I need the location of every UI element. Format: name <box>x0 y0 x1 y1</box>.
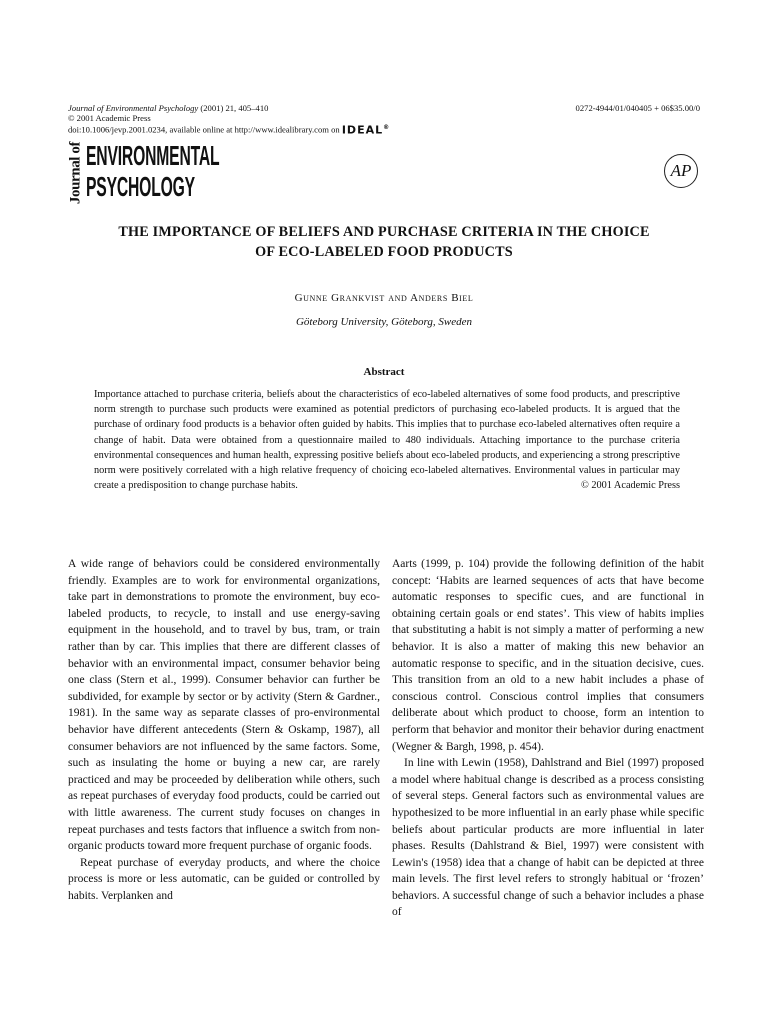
journal-masthead <box>68 140 228 206</box>
masthead-line-2: PSYCHOLOGY <box>86 171 195 202</box>
academic-press-logo: AP <box>664 154 698 188</box>
authors: Gunne Grankvist and Anders Biel <box>294 292 474 304</box>
copyright-line: © 2001 Academic Press <box>68 113 151 124</box>
article-title <box>68 222 700 262</box>
masthead-side-text: Journal of <box>67 141 84 205</box>
doi-line <box>68 123 390 136</box>
abstract-copyright: © 2001 Academic Press <box>580 480 680 492</box>
citation-line <box>68 103 390 113</box>
issn-code: 0272-4944/01/040405 + 06$35.00/0 <box>575 103 700 113</box>
journal-name: Journal of Environmental Psychology <box>68 103 199 113</box>
title-line-1: THE IMPORTANCE OF BELIEFS AND PURCHASE CRITERIA IN THE CHOICE <box>118 224 650 240</box>
citation-block <box>68 103 390 136</box>
body-column-left <box>68 556 380 904</box>
abstract-heading: Abstract <box>363 366 405 378</box>
citation-rest: (2001) 21, 405–410 <box>200 103 269 113</box>
masthead-title <box>86 140 324 202</box>
abstract-body <box>94 387 680 493</box>
body-column-right <box>392 556 704 921</box>
paragraph: Repeat purchase of everyday products, and where the choice process is more or less automatic, can be guided or controlled by habits. Verplanken and <box>68 856 380 902</box>
paragraph: A wide range of behaviors could be considered environmentally friendly. Examples are to work for environmental organizations, take part in demonstrations to promote the environment, buy eco-labeled products, to recycle, to install and use energy-saving equipment in the household, and to travel by bus, tram, or train rather than by car. This implies that there are different classes of behavior with an environmental impact, consumer behavior being one class (Stern et al., 1999). Consumer behavior can further be subdivided, for example by sector or by activity (Stern & Gardner., 1981). In the same way as separate classes of pro-environmental behavior have different antecedents (Stern & Oskamp, 1987), all consumer behaviors are not influenced by the same factors. Some, such as insulating the home or buying a new car, are rarely practiced and may be proceeded by deliberation while others, such as repeat purchases of everyday food products, could be carried out with little awareness. The current study focuses on changes in repeat purchases and tests factors that influence a switch from non-organic products toward more frequent purchase of organic foods. <box>68 558 380 853</box>
paragraph: Aarts (1999, p. 104) provide the following definition of the habit concept: ‘Habits are learned sequences of acts that have become automatic responses to specific cues, and are functional in obtaining certain goals or end states’. This view of habits implies that substituting a habit is not simply a matter of performing a new behavior. It is also a matter of making this new behavior an automatic response to specific, and in the situation decisive, cues. This transition from an old to a new habit includes a phase of conscious control. Conscious control implies that consumers deliberate about which product to choose, form an intention to perform that behavior and monitor their behavior during enactment (Wegner & Bargh, 1998, p. 454). <box>392 558 704 753</box>
masthead-side <box>68 140 84 206</box>
ideal-registered-mark: ® <box>383 124 391 132</box>
masthead-line-1: ENVIRONMENTAL <box>86 140 220 171</box>
paragraph: In line with Lewin (1958), Dahlstrand and Biel (1997) proposed a model where habitual change is described as a process consisting of several steps. General factors such as environmental values are hypothesized to be more influential in an early phase while specific beliefs about particular products are more influential in later phases. Results (Dahlstrand & Biel, 1997) were consistent with Lewin's (1958) idea that a change of habit can be depicted at three main levels. The first level refers to strongly habitual or ‘frozen’ behaviors. A successful change of such a behavior includes a phase of <box>392 757 704 919</box>
ideal-logo-text: IDEAL <box>341 124 384 138</box>
abstract-text: Importance attached to purchase criteria, beliefs about the characteristics of eco-labeled alternatives of some food products, and prescriptive norm strength to purchase such products were examined as potential predictors of purchasing eco-labeled products. It is argued that the purchase of ordinary food products is a behavior often guided by habits. This implies that to purchase eco-labeled alternatives often require a change of habit. Data were obtained from a questionnaire mailed to 480 individuals. Attaching importance to the purchase criteria environmental consequences and human health, expressing positive beliefs about eco-labeled products, and experiencing a strong prescriptive norm were positively correlated with a high relative frequency of choicing eco-labeled alternatives. Environmental values in particular may create a predisposition to change purchase habits. <box>94 389 680 492</box>
affiliation: Göteborg University, Göteborg, Sweden <box>295 316 473 328</box>
doi-text: doi:10.1006/jevp.2001.0234, available online at http://www.idealibrary.com on <box>68 125 340 136</box>
ideal-logo <box>342 123 390 136</box>
title-line-2: OF ECO-LABELED FOOD PRODUCTS <box>255 244 513 260</box>
